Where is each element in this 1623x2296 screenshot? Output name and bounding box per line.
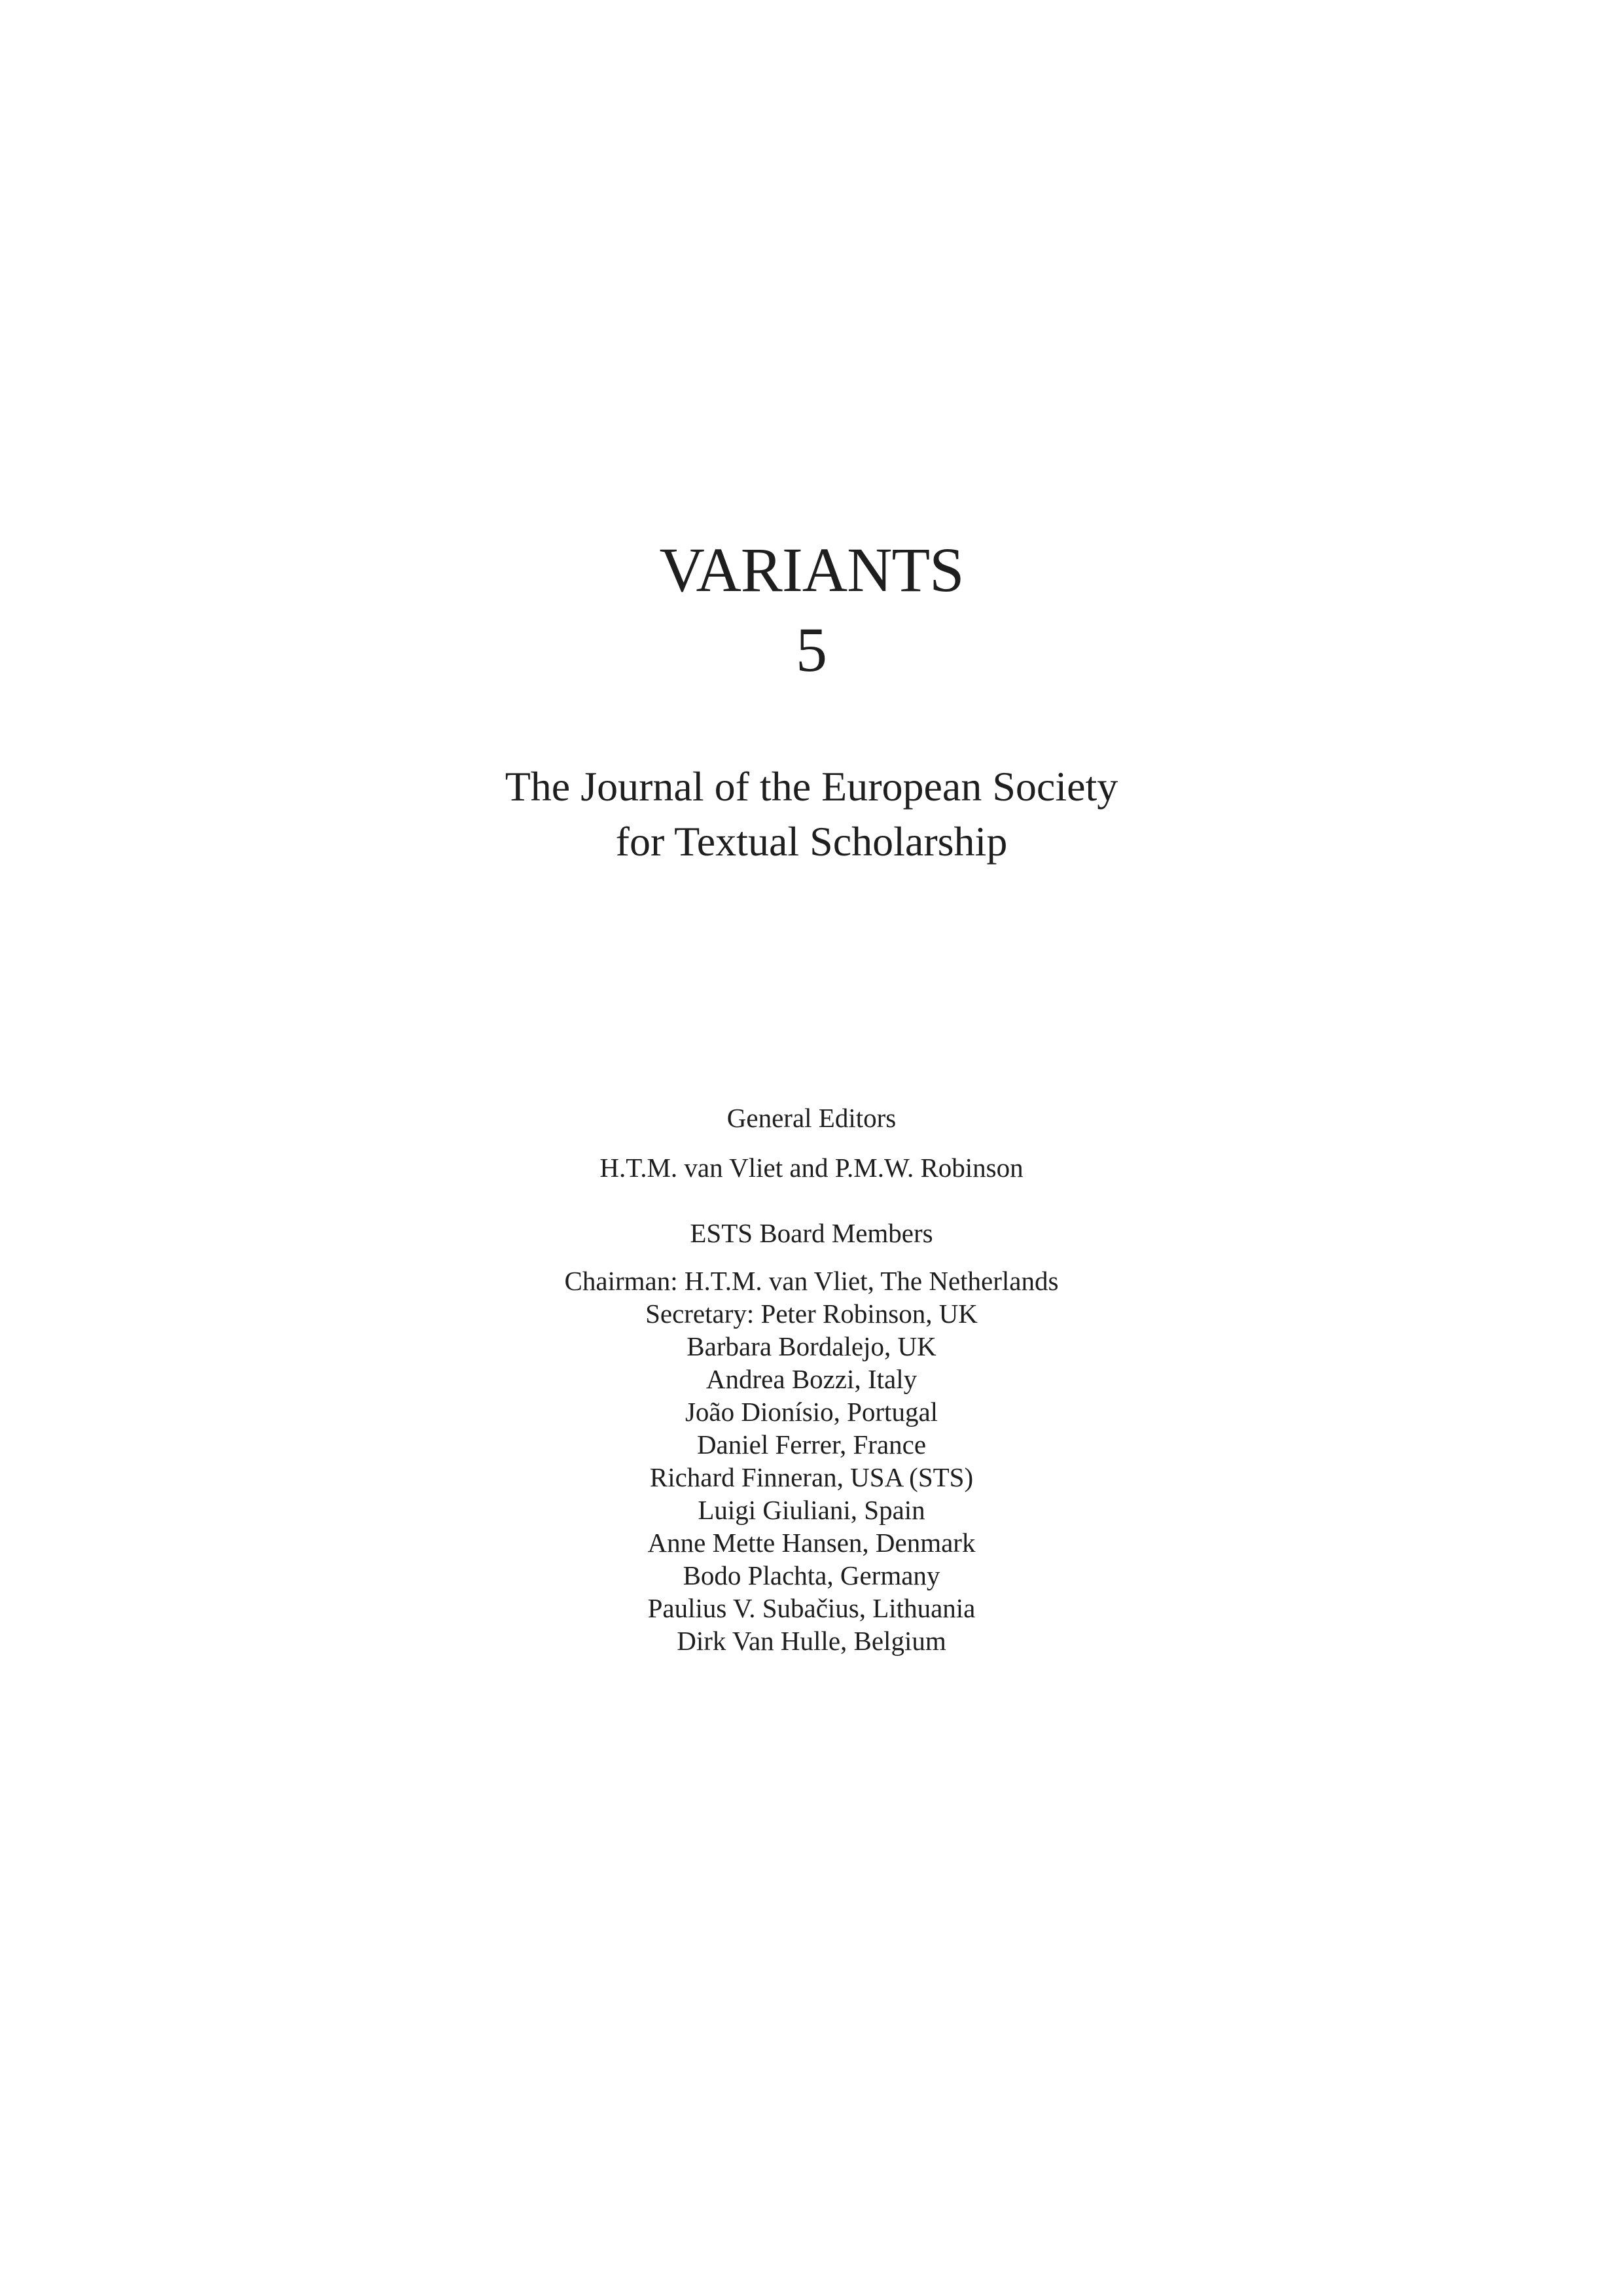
board-member: Andrea Bozzi, Italy <box>705 1364 918 1394</box>
general-editors-names: H.T.M. van Vliet and P.M.W. Robinson <box>599 1153 1024 1183</box>
board-members-heading: ESTS Board Members <box>690 1218 933 1248</box>
board-member: Richard Finneran, USA (STS) <box>649 1462 974 1492</box>
board-member: Luigi Giuliani, Spain <box>698 1495 925 1525</box>
board-member: Anne Mette Hansen, Denmark <box>647 1528 976 1558</box>
board-member: Secretary: Peter Robinson, UK <box>645 1299 978 1329</box>
board-member: Barbara Bordalejo, UK <box>687 1331 936 1361</box>
board-members-list <box>0 1265 1623 1657</box>
board-member: Chairman: H.T.M. van Vliet, The Netherlands <box>564 1266 1059 1296</box>
board-member: Bodo Plachta, Germany <box>683 1560 940 1590</box>
board-member: Daniel Ferrer, France <box>696 1429 927 1460</box>
journal-subtitle <box>0 759 1623 869</box>
general-editors-heading: General Editors <box>726 1103 897 1133</box>
subtitle-line-1: The Journal of the European Society <box>505 763 1118 810</box>
subtitle-line-2: for Textual Scholarship <box>615 818 1008 865</box>
board-member: João Dionísio, Portugal <box>685 1397 938 1427</box>
volume-number: 5 <box>796 615 827 685</box>
board-member: Paulius V. Subačius, Lithuania <box>647 1593 976 1623</box>
board-member: Dirk Van Hulle, Belgium <box>677 1626 946 1656</box>
journal-title: VARIANTS <box>659 535 964 605</box>
